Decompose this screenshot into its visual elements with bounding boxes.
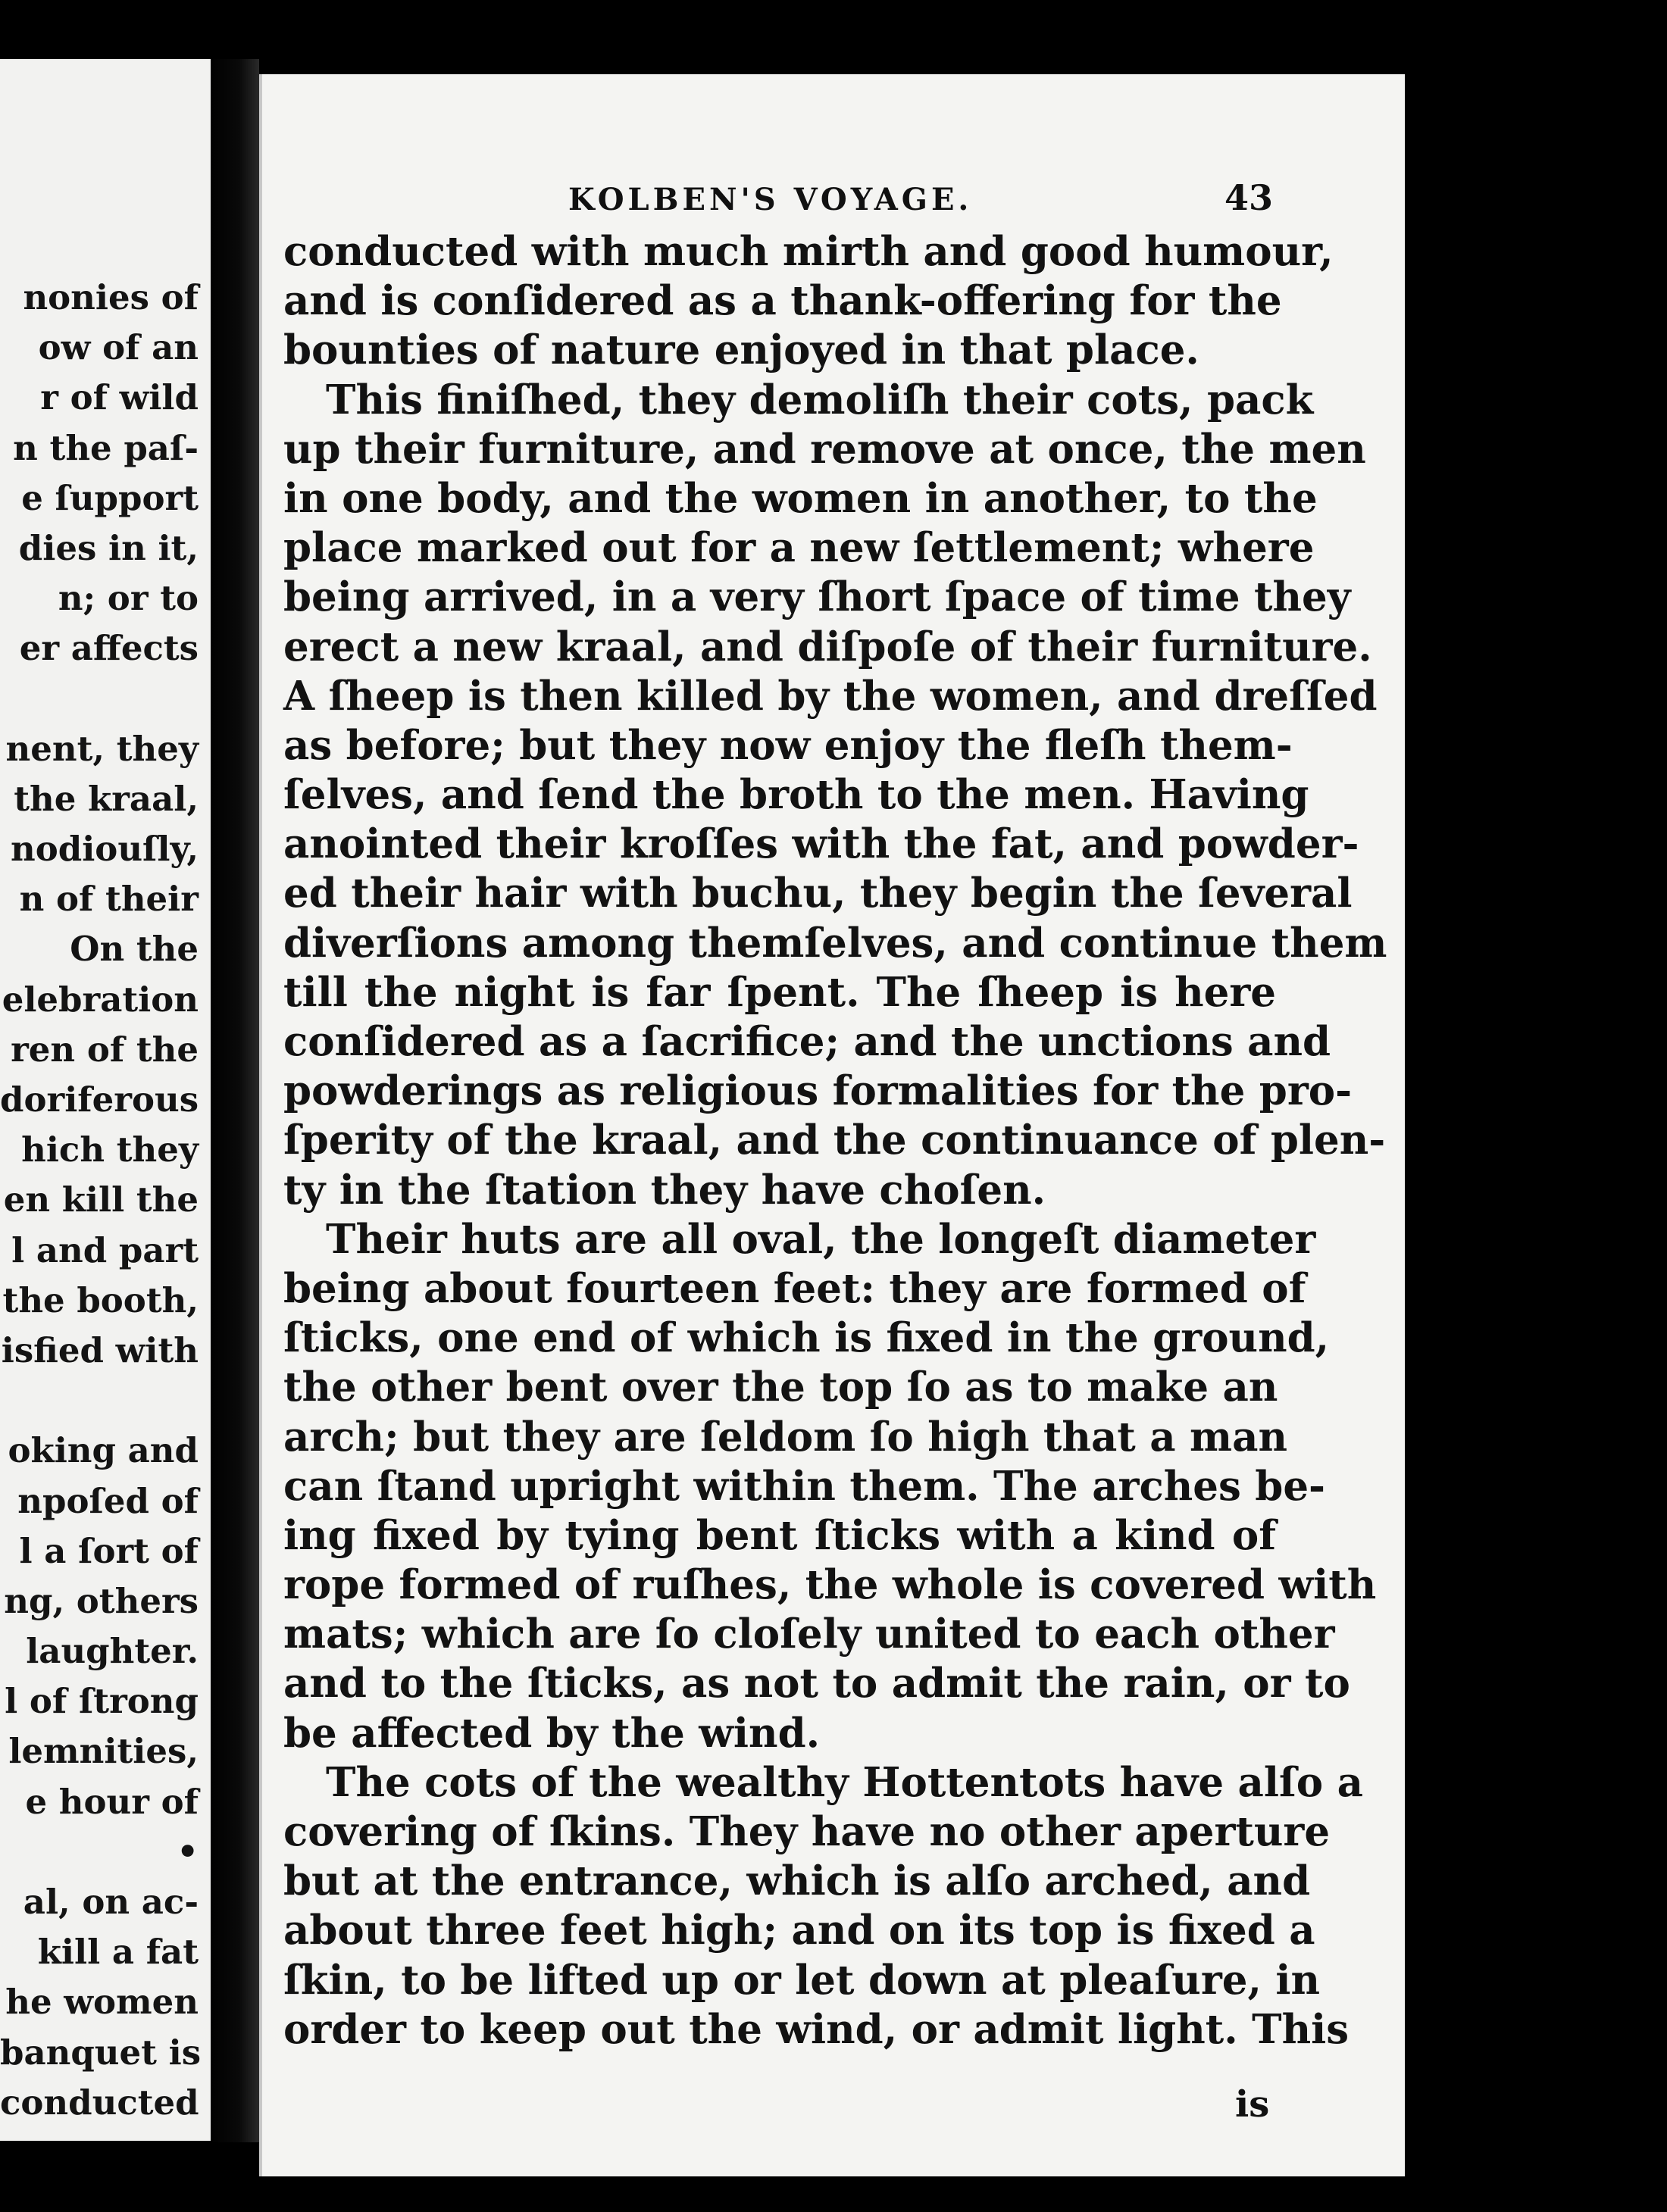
left-page-line: dies in it,: [18, 527, 199, 568]
left-page-line: •: [177, 1831, 199, 1872]
running-head: [311, 177, 1273, 224]
left-page-line: nodiouſly,: [11, 829, 199, 870]
left-page-line: oking and: [8, 1430, 199, 1471]
text-line: as before; but they now enjoy the fleſh them-: [283, 721, 1293, 769]
text-line: ing fixed by tying bent ſticks with a kind of: [283, 1511, 1276, 1559]
text-line: and is conſidered as a thank-offering for the: [283, 277, 1282, 325]
left-page-line: ren of the: [11, 1029, 199, 1070]
left-page-line: he women: [5, 1982, 199, 2023]
text-line: conſidered as a ſacrifice; and the unctions and: [283, 1018, 1331, 1065]
text-line: ſelves, and ſend the broth to the men. Having: [283, 771, 1309, 819]
left-page-line: laughter.: [26, 1631, 199, 1672]
left-page-line: nonies of: [23, 277, 199, 317]
left-page-line: the kraal,: [14, 778, 199, 819]
left-page-line: l a ſort of: [19, 1530, 199, 1571]
left-page-line: hich they: [21, 1129, 199, 1170]
left-page-line: the booth,: [2, 1279, 199, 1320]
text-line: can ſtand upright within them. The arches be-: [283, 1462, 1326, 1510]
text-line: mats; which are ſo cloſely united to each other: [283, 1611, 1335, 1658]
text-line: being arrived, in a very ſhort ſpace of time they: [283, 573, 1351, 621]
text-line: being about fourteen feet: they are formed of: [283, 1264, 1306, 1312]
left-page-line: kill a fat: [37, 1932, 199, 1973]
catchword: is: [1235, 2083, 1270, 2126]
left-facing-page: [0, 59, 211, 2141]
left-page-line: n the paſ-: [13, 427, 199, 468]
left-page-line: l and part: [11, 1229, 199, 1270]
left-page-line: conducted: [0, 2082, 199, 2123]
left-page-line: On the: [70, 929, 199, 970]
text-line: ſperity of the kraal, and the continuance of plen-: [283, 1117, 1386, 1164]
left-page-line: n; or to: [58, 578, 199, 619]
text-line: be affected by the wind.: [283, 1709, 821, 1757]
left-page-line: e hour of: [25, 1781, 199, 1822]
left-page-line: lemnities,: [8, 1731, 199, 1772]
text-line: the other bent over the top ſo as to make an: [283, 1364, 1278, 1411]
left-page-line: elebration: [2, 979, 199, 1020]
left-page-line: en kill the: [3, 1179, 199, 1220]
text-line: order to keep out the wind, or admit light. This: [283, 2005, 1350, 2053]
text-line: ed their hair with buchu, they begin the ſeveral: [283, 870, 1353, 917]
left-page-line: doriferous: [0, 1079, 199, 1120]
page-number: 43: [1224, 177, 1273, 218]
text-line: covering of ſkins. They have no other aperture: [283, 1808, 1331, 1855]
left-page-line: banquet is: [0, 2032, 202, 2073]
text-line: arch; but they are ſeldom ſo high that a man: [283, 1413, 1287, 1461]
text-line: but at the entrance, which is alſo arched, and: [283, 1857, 1311, 1905]
left-page-line: ng, others: [4, 1580, 199, 1621]
left-page-text: [0, 273, 202, 2128]
left-page-line: er affects: [19, 628, 199, 669]
left-page-line: r of wild: [40, 377, 199, 418]
left-page-line: [0, 1376, 199, 1426]
text-line: powderings as religious formalities for the pro-: [283, 1067, 1353, 1115]
text-line: and to the ſticks, as not to admit the rain, or to: [283, 1660, 1350, 1707]
text-line: bounties of nature enjoyed in that place.: [283, 326, 1199, 374]
left-page-line: ow of an: [38, 327, 199, 368]
left-page-line: n of their: [19, 879, 199, 920]
text-line: up their furniture, and remove at once, the men: [283, 425, 1366, 473]
text-line: conducted with much mirth and good humour,: [283, 228, 1334, 275]
text-line: diverſions among themſelves, and continue them: [283, 919, 1387, 967]
body-text: [283, 227, 1387, 2054]
book-gutter: [211, 59, 259, 2142]
text-line: The cots of the wealthy Hottentots have alſo a: [326, 1758, 1363, 1806]
text-line: in one body, and the women in another, to the: [283, 474, 1318, 522]
left-page-line: isfied with: [1, 1329, 199, 1370]
left-page-line: l of ſtrong: [5, 1681, 199, 1722]
text-line: about three feet high; and on its top is fixed a: [283, 1907, 1315, 1954]
text-line: A ſheep is then killed by the women, and dreſſed: [283, 672, 1378, 720]
text-line: ſticks, one end of which is fixed in the ground,: [283, 1314, 1330, 1362]
text-line: This finiſhed, they demoliſh their cots, pack: [326, 376, 1314, 423]
running-head-title: KOLBEN'S VOYAGE.: [568, 182, 973, 217]
text-line: place marked out for a new ſettlement; where: [283, 524, 1315, 572]
left-page-line: npoſed of: [17, 1480, 199, 1521]
left-page-line: nent, they: [5, 728, 199, 769]
text-line: erect a new kraal, and diſpoſe of their furniture.: [283, 623, 1372, 670]
left-page-line: al, on ac-: [23, 1882, 199, 1922]
text-line: till the night is far ſpent. The ſheep is here: [283, 968, 1276, 1016]
text-line: Their huts are all oval, the longeſt diameter: [326, 1215, 1316, 1263]
text-line: ty in the ſtation they have choſen.: [283, 1166, 1046, 1214]
left-page-line: e ſupport: [21, 477, 199, 518]
text-line: ſkin, to be lifted up or let down at pleaſure, in: [283, 1956, 1321, 2004]
page-edge: [259, 74, 262, 2176]
text-line: anointed their kroſſes with the fat, and powder-: [283, 820, 1359, 868]
text-line: rope formed of ruſhes, the whole is covered with: [283, 1561, 1377, 1609]
left-page-line: [0, 674, 199, 724]
